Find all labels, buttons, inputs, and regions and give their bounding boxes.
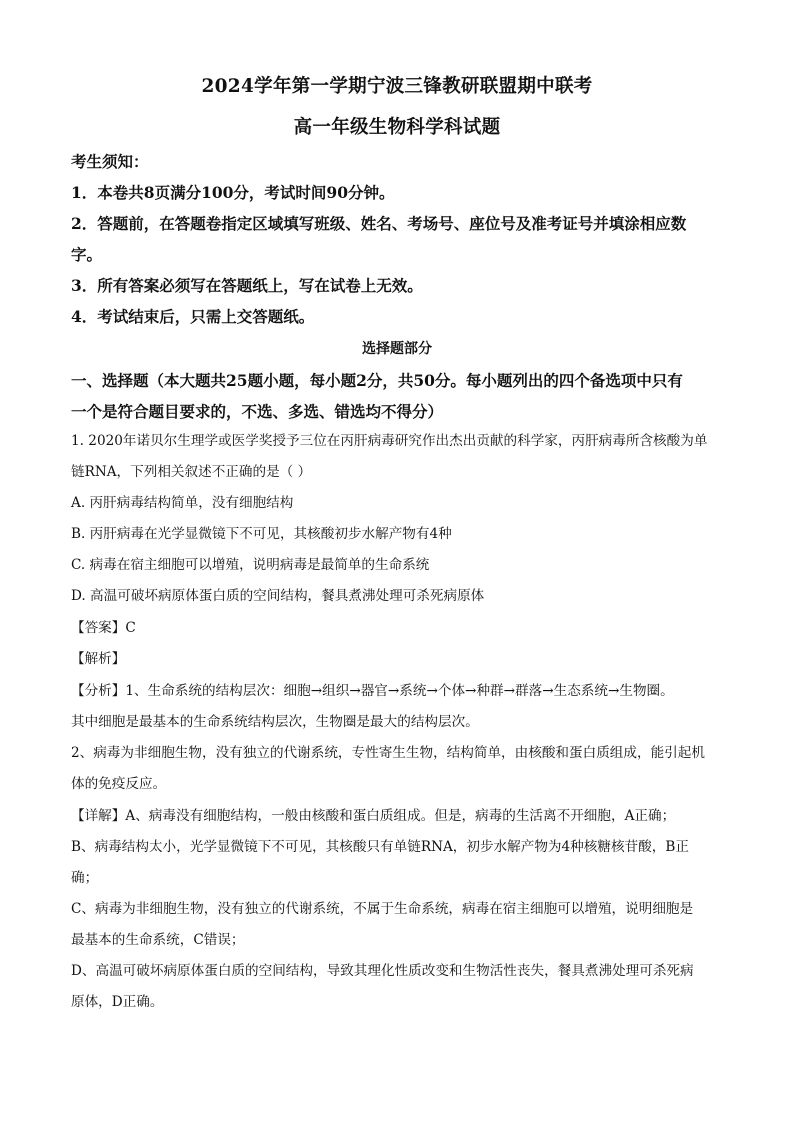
- part-instruction-line1: 一、选择题（本大题共25题小题，每小题2分，共50分。每小题列出的四个备选项中只有: [71, 371, 683, 390]
- notice-item-1: 1．本卷共8页满分100分，考试时间90分钟。: [71, 183, 395, 202]
- question-stem-line1: 1. 2020年诺贝尔生理学或医学奖授予三位在丙肝病毒研究作出杰出贡献的科学家，丙肝病毒所含核酸为单: [71, 433, 708, 449]
- notice-heading: 考生须知：: [71, 152, 149, 171]
- notice-item-4: 4．考试结束后，只需上交答题纸。: [71, 307, 315, 326]
- analysis-line-2: 其中细胞是最基本的生命系统结构层次，生物圈是最大的结构层次。: [71, 714, 479, 730]
- question-stem-line2: 链RNA，下列相关叙述不正确的是（ ）: [71, 464, 312, 480]
- analysis-line-1: 【分析】1、生命系统的结构层次：细胞→组织→器官→系统→个体→种群→群落→生态系统→生物圈。: [71, 683, 674, 699]
- detail-line-1: 【详解】A、病毒没有细胞结构，一般由核酸和蛋白质组成。但是，病毒的生活离不开细胞，A正确；: [71, 808, 676, 824]
- detail-line-6: D、高温可破坏病原体蛋白质的空间结构，导致其理化性质改变和生物活性丧失，餐具煮沸处理可杀死病: [71, 963, 694, 979]
- analysis-line-4: 体的免疫反应。: [71, 776, 167, 792]
- part-instruction-line2: 一个是符合题目要求的，不选、多选、错选均不得分）: [71, 402, 444, 421]
- notice-item-2-cont: 字。: [71, 245, 103, 264]
- exam-subtitle: 高一年级生物科学科试题: [293, 117, 501, 138]
- detail-line-7: 原体，D正确。: [71, 994, 164, 1010]
- notice-item-2: 2．答题前，在答题卷指定区域填写班级、姓名、考场号、座位号及准考证号并填涂相应数: [71, 214, 687, 233]
- option-d: D. 高温可破坏病原体蛋白质的空间结构，餐具煮沸处理可杀死病原体: [71, 588, 485, 604]
- notice-item-3: 3．所有答案必须写在答题纸上，写在试卷上无效。: [71, 276, 423, 295]
- detail-line-4: C、病毒为非细胞生物，没有独立的代谢系统，不属于生命系统，病毒在宿主细胞可以增殖，说明细胞是: [71, 901, 694, 917]
- analysis-line-3: 2、病毒为非细胞生物，没有独立的代谢系统，专性寄生生物，结构简单，由核酸和蛋白质组成，能引起机: [71, 745, 705, 761]
- option-c: C. 病毒在宿主细胞可以增殖，说明病毒是最简单的生命系统: [71, 557, 430, 573]
- option-a: A. 丙肝病毒结构简单，没有细胞结构: [71, 495, 294, 511]
- answer-label: 【答案】C: [71, 620, 136, 636]
- detail-line-3: 确；: [71, 870, 99, 886]
- exam-title: 2024学年第一学期宁波三锋教研联盟期中联考: [201, 76, 593, 97]
- detail-line-2: B、病毒结构太小，光学显微镜下不可见，其核酸只有单链RNA，初步水解产物为4种核糖核苷酸，B正: [71, 839, 689, 855]
- section-title: 选择题部分: [362, 341, 432, 357]
- analysis-label: 【解析】: [71, 651, 126, 667]
- option-b: B. 丙肝病毒在光学显微镜下不可见，其核酸初步水解产物有4种: [71, 526, 452, 542]
- detail-line-5: 最基本的生命系统，C错误；: [71, 932, 245, 948]
